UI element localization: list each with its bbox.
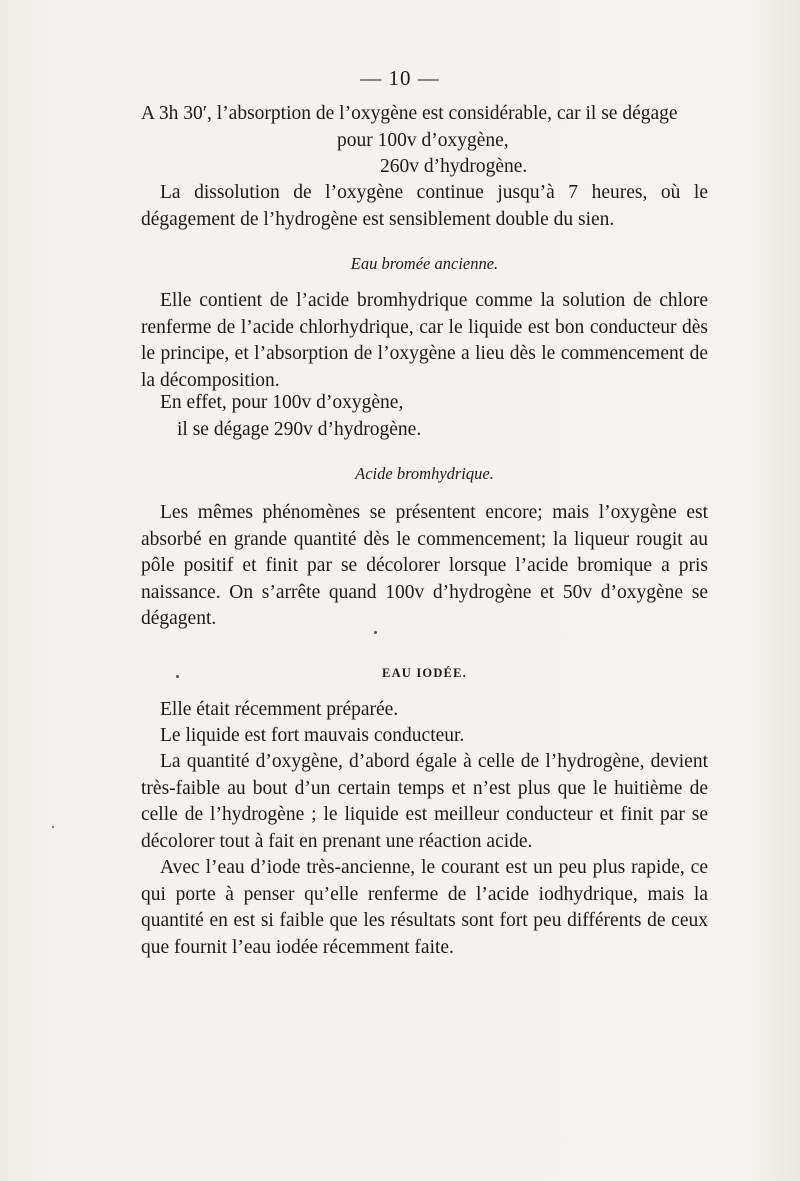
ink-speck (176, 675, 179, 678)
text-line: A 3h 30′, l’absorption de l’oxygène est considérable, car il se dégage (141, 103, 678, 124)
section-heading-eau-iodee: EAU IODÉE. (382, 666, 467, 680)
paragraph-iodee-preparee: Elle était récemment préparée. (160, 699, 399, 720)
paragraph-iodee-quantite: La quantité d’oxygène, d’abord égale à celle de l’hydrogène, devient très-faible au bout d’un certain temps et n’est plus que le huitième de celle de l’hydrogène ; le liquide est meilleur conducteur et finit par se décolorer tout à fait en prenant une réaction acide. (141, 751, 708, 852)
paragraph-iodee-ancienne: Avec l’eau d’iode très-ancienne, le courant est un peu plus rapide, ce qui porte à penser qu’elle renferme de l’acide iodhydrique, mais la quantité en est si faible que les résultats sont fort peu différents de ceux que fournit l’eau iodée récemment faite. (141, 857, 708, 958)
text-line: En effet, pour 100v d’oxygène, (160, 392, 404, 413)
section-heading-acide-bromhydrique: Acide bromhydrique. (355, 464, 494, 483)
section-heading-eau-bromee: Eau bromée ancienne. (350, 254, 499, 273)
paragraph-en-effet (141, 390, 708, 443)
text-line: pour 100v d’oxygène, (337, 129, 509, 151)
text-line: il se dégage 290v d’hydrogène. (177, 418, 422, 440)
paragraph-absorption (141, 101, 708, 181)
paragraph-acide-bromhydrique: Les mêmes phénomènes se présentent encore; mais l’oxygène est absorbé en grande quantité dès le commencement; la liqueur rougit au pôle positif et finit par se décolorer lorsque l’acide bromique a pris naissance. On s’arrête quand 100v d’hydrogène et 50v d’oxygène se dégagent. (141, 502, 708, 629)
ink-speck (52, 826, 54, 828)
paragraph-iodee-conducteur: Le liquide est fort mauvais conducteur. (160, 725, 465, 746)
paragraph-eau-bromee: Elle contient de l’acide bromhydrique comme la solution de chlore renferme de l’acide chlorhydrique, car le liquide est bon conducteur dès le principe, et l’absorption de l’oxygène a lieu dès le commencement de la décomposition. (141, 290, 708, 391)
ink-speck (374, 631, 377, 634)
paragraph-dissolution: La dissolution de l’oxygène continue jusqu’à 7 heures, où le dégagement de l’hydrogène est sensiblement double du sien. (141, 182, 708, 230)
text-line: 260v d’hydrogène. (380, 156, 528, 177)
page-number: — 10 — (360, 66, 440, 90)
